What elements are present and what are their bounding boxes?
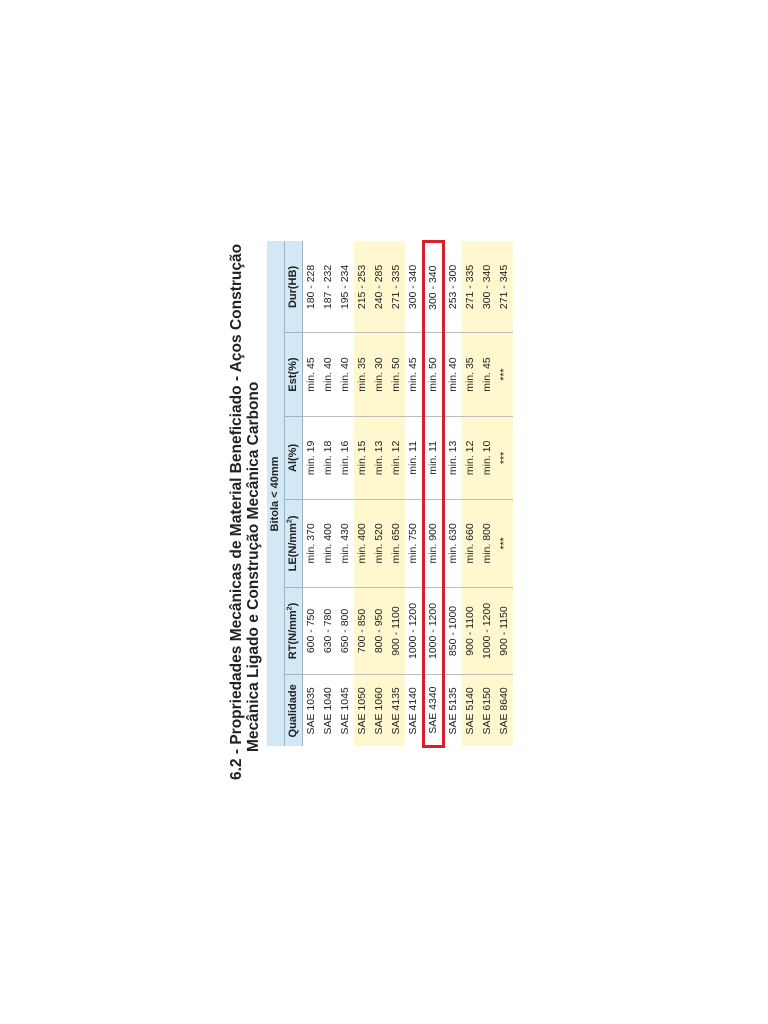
cell-al: min. 16 — [337, 416, 354, 499]
section-title — [228, 240, 262, 780]
cell-dur: 300 - 340 — [405, 242, 424, 333]
table-row — [354, 242, 371, 747]
cell-dur: 300 - 340 — [424, 242, 444, 333]
table-row-highlighted — [424, 242, 444, 747]
cell-qualidade: SAE 6150 — [479, 675, 496, 747]
cell-dur: 240 - 285 — [371, 242, 388, 333]
properties-table — [267, 240, 513, 748]
cell-le: *** — [496, 500, 513, 588]
cell-al: min. 13 — [444, 416, 463, 499]
table-row — [303, 242, 321, 747]
cell-le: min. 750 — [405, 500, 424, 588]
cell-rt: 800 - 950 — [371, 587, 388, 675]
cell-rt: 900 - 1150 — [496, 587, 513, 675]
col-header-dur: Dur(HB) — [285, 242, 303, 333]
cell-le: min. 430 — [337, 500, 354, 588]
cell-rt: 650 - 800 — [337, 587, 354, 675]
cell-dur: 195 - 234 — [337, 242, 354, 333]
cell-dur: 215 - 253 — [354, 242, 371, 333]
cell-rt: 600 - 750 — [303, 587, 321, 675]
cell-le: min. 800 — [479, 500, 496, 588]
cell-al: min. 15 — [354, 416, 371, 499]
cell-al: min. 13 — [371, 416, 388, 499]
cell-qualidade: SAE 1035 — [303, 675, 321, 747]
title-line-2: Mecânica Ligado e Construção Mecânica Carbono — [245, 381, 262, 752]
cell-est: *** — [496, 333, 513, 416]
cell-est: min. 45 — [479, 333, 496, 416]
table-row — [479, 242, 496, 747]
cell-est: min. 35 — [354, 333, 371, 416]
cell-qualidade: SAE 5135 — [444, 675, 463, 747]
col-header-qualidade: Qualidade — [285, 675, 303, 747]
cell-dur: 180 - 228 — [303, 242, 321, 333]
cell-qualidade: SAE 4140 — [405, 675, 424, 747]
cell-qualidade: SAE 4340 — [424, 675, 444, 747]
cell-est: min. 40 — [337, 333, 354, 416]
table-row — [462, 242, 479, 747]
cell-dur: 271 - 335 — [388, 242, 405, 333]
cell-qualidade: SAE 4135 — [388, 675, 405, 747]
cell-est: min. 40 — [444, 333, 463, 416]
cell-le: min. 630 — [444, 500, 463, 588]
cell-qualidade: SAE 1045 — [337, 675, 354, 747]
cell-qualidade: SAE 1060 — [371, 675, 388, 747]
table-row — [388, 242, 405, 747]
cell-rt: 850 - 1000 — [444, 587, 463, 675]
cell-le: min. 520 — [371, 500, 388, 588]
col-header-rt: $RT(N/mm^2)$ — [285, 587, 303, 675]
cell-est: min. 30 — [371, 333, 388, 416]
cell-le: min. 370 — [303, 500, 321, 588]
cell-le: min. 660 — [462, 500, 479, 588]
cell-qualidade: SAE 8640 — [496, 675, 513, 747]
cell-qualidade: SAE 1050 — [354, 675, 371, 747]
cell-rt: 630 - 780 — [320, 587, 337, 675]
cell-est: min. 50 — [424, 333, 444, 416]
title-line-1: 6.2 - Propriedades Mecânicas de Material Beneficiado - Aços Construção — [228, 243, 245, 780]
cell-qualidade: SAE 5140 — [462, 675, 479, 747]
cell-le: min. 400 — [320, 500, 337, 588]
cell-al: min. 11 — [424, 416, 444, 499]
cell-rt: 700 - 850 — [354, 587, 371, 675]
cell-est: min. 50 — [388, 333, 405, 416]
table-row — [496, 242, 513, 747]
table-row — [337, 242, 354, 747]
cell-le: min. 650 — [388, 500, 405, 588]
cell-al: min. 19 — [303, 416, 321, 499]
table-row — [444, 242, 463, 747]
cell-est: min. 45 — [405, 333, 424, 416]
cell-al: min. 11 — [405, 416, 424, 499]
col-header-al: Al(%) — [285, 416, 303, 499]
col-header-est: Est(%) — [285, 333, 303, 416]
col-header-le: $LE(N/mm^2)$ — [285, 500, 303, 588]
cell-al: min. 12 — [388, 416, 405, 499]
cell-rt: 1000 - 1200 — [405, 587, 424, 675]
cell-rt: 1000 - 1200 — [424, 587, 444, 675]
cell-qualidade: SAE 1040 — [320, 675, 337, 747]
cell-est: min. 45 — [303, 333, 321, 416]
cell-dur: 187 - 232 — [320, 242, 337, 333]
cell-le: min. 400 — [354, 500, 371, 588]
cell-al: *** — [496, 416, 513, 499]
bitola-header: Bitola < 40mm — [267, 242, 285, 747]
cell-est: min. 40 — [320, 333, 337, 416]
cell-dur: 253 - 300 — [444, 242, 463, 333]
cell-dur: 271 - 345 — [496, 242, 513, 333]
cell-le: min. 900 — [424, 500, 444, 588]
cell-rt: 900 - 1100 — [462, 587, 479, 675]
cell-est: min. 35 — [462, 333, 479, 416]
cell-al: min. 10 — [479, 416, 496, 499]
cell-dur: 300 - 340 — [479, 242, 496, 333]
cell-al: min. 18 — [320, 416, 337, 499]
cell-al: min. 12 — [462, 416, 479, 499]
table-row — [320, 242, 337, 747]
cell-rt: 900 - 1100 — [388, 587, 405, 675]
cell-rt: 1000 - 1200 — [479, 587, 496, 675]
table-row — [371, 242, 388, 747]
table-row — [405, 242, 424, 747]
cell-dur: 271 - 335 — [462, 242, 479, 333]
rotated-page — [228, 240, 548, 780]
